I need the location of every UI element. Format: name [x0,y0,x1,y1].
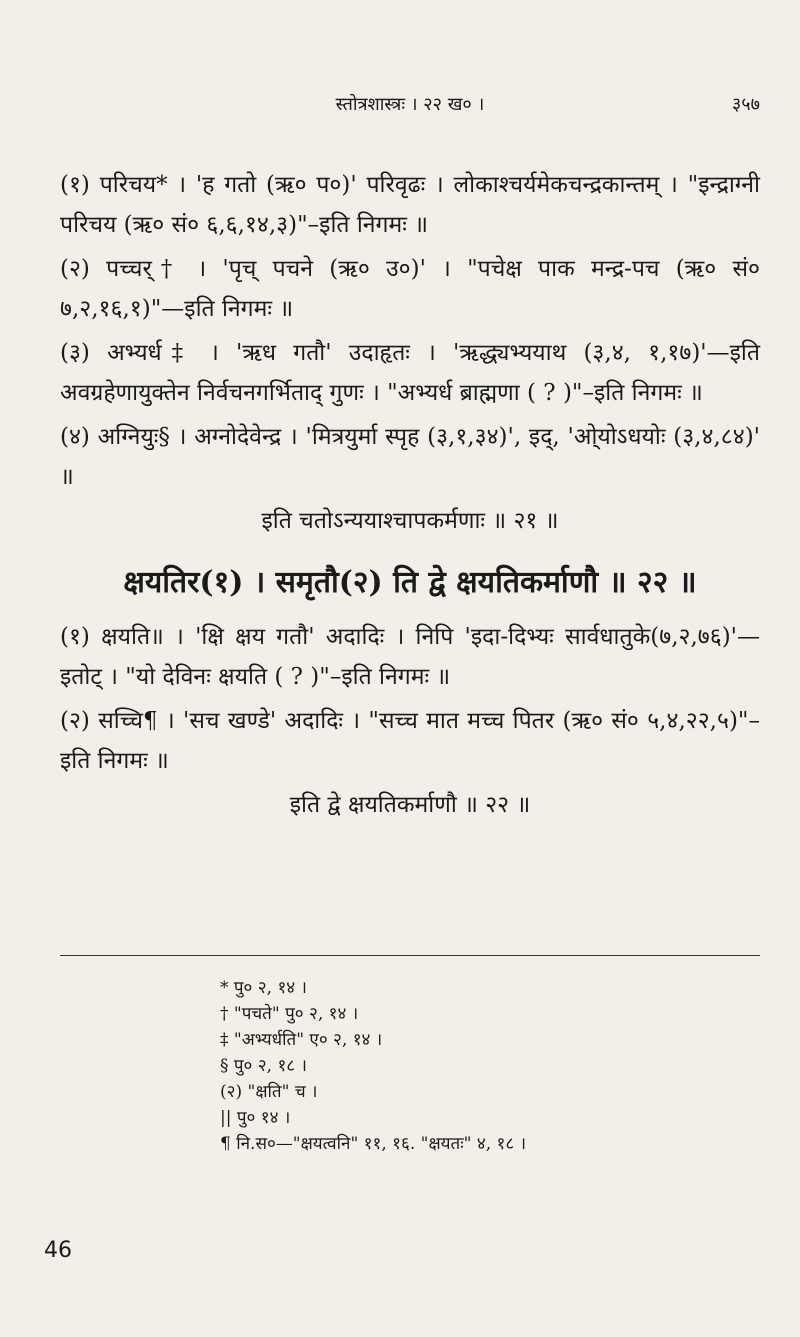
folio-number: 46 [44,1238,72,1263]
footnote: * पु० २, १४ । [220,978,307,998]
section-end-line: इति चतोऽन्ययाश्चापकर्मणाः ॥ २१ ॥ [261,508,559,534]
footnotes [220,975,740,1157]
entry-paragraph: (१) क्षयति॥ । 'क्षि क्षय गतौ' अदादिः । निपि 'इदा-दिभ्यः सार्वधातुके(७,२,७६)'—इतोट् । "यो देविनः क्षयति ( ? )"–इति निगमः ॥ [60,624,760,690]
entry-paragraph: (१) परिचय* । 'ह गतो (ऋ० प०)' परिवृढः । लोकाश्चर्यमेकचन्द्रकान्तम् । "इन्द्राग्नी परिचय (ऋ० सं० ६,६,१४,३)"–इति निगमः ॥ [60,172,760,238]
entry-paragraph: (४) अग्नियुः§ । अग्नोदेवेन्द्र । 'मित्रयुर्मा स्पृह (३,१,३४)', इद्, 'ओ्योऽधयोः (३,४,८४)' ॥ [60,424,760,490]
footnote-divider [60,955,760,956]
footnote: ‡ "अभ्यर्धति" ए० २, १४ । [220,1030,383,1050]
header-title: स्तोत्रशास्त्रः । २२ ख० । [335,94,485,115]
footnote: || पु० १४ । [220,1108,291,1128]
entry-paragraph: (२) पच्चर्† । 'पृच् पचने (ऋ० उ०)' । "पचेक्ष पाक मन्द्र-पच (ऋ० सं० ७,२,१६,१)"—इति निगमः ॥ [60,256,760,322]
footnote: (२) "क्षति" च । [220,1082,318,1102]
footnote: § पु० २, १८ । [220,1056,307,1076]
footnote: † "पचते" पु० २, १४ । [220,1004,359,1024]
section-end-line: इति द्वे क्षयतिकर्माणौ ॥ २२ ॥ [289,792,531,818]
entry-paragraph: (२) सच्चि¶ । 'सच खण्डे' अदादिः । "सच्च मात मच्च पितर (ऋ० सं० ५,४,२२,५)"–इति निगमः ॥ [60,708,760,774]
entry-paragraph: (३) अभ्यर्ध‡ । 'ऋध गतौ' उदाहृतः । 'ऋद्ध्यभ्ययाथ (३,४, १,१७)'—इति अवग्रहेणायुक्तेन निर्वचनगर्भिताद् गुणः । "अभ्यर्ध ब्राह्मणा ( ? )"–इति निगमः ॥ [60,340,760,406]
header-page-number: ३५७ [731,94,760,115]
main-text [60,165,760,835]
section-heading: क्षयतिर(१) । समृतौ(२) ति द्वे क्षयतिकर्माणौ ॥ २२ ॥ [123,565,697,600]
running-header [60,92,760,122]
footnote: ¶ नि.स०—"क्षयत्वनि" ११, १६. "क्षयतः" ४, १८ । [220,1134,527,1154]
